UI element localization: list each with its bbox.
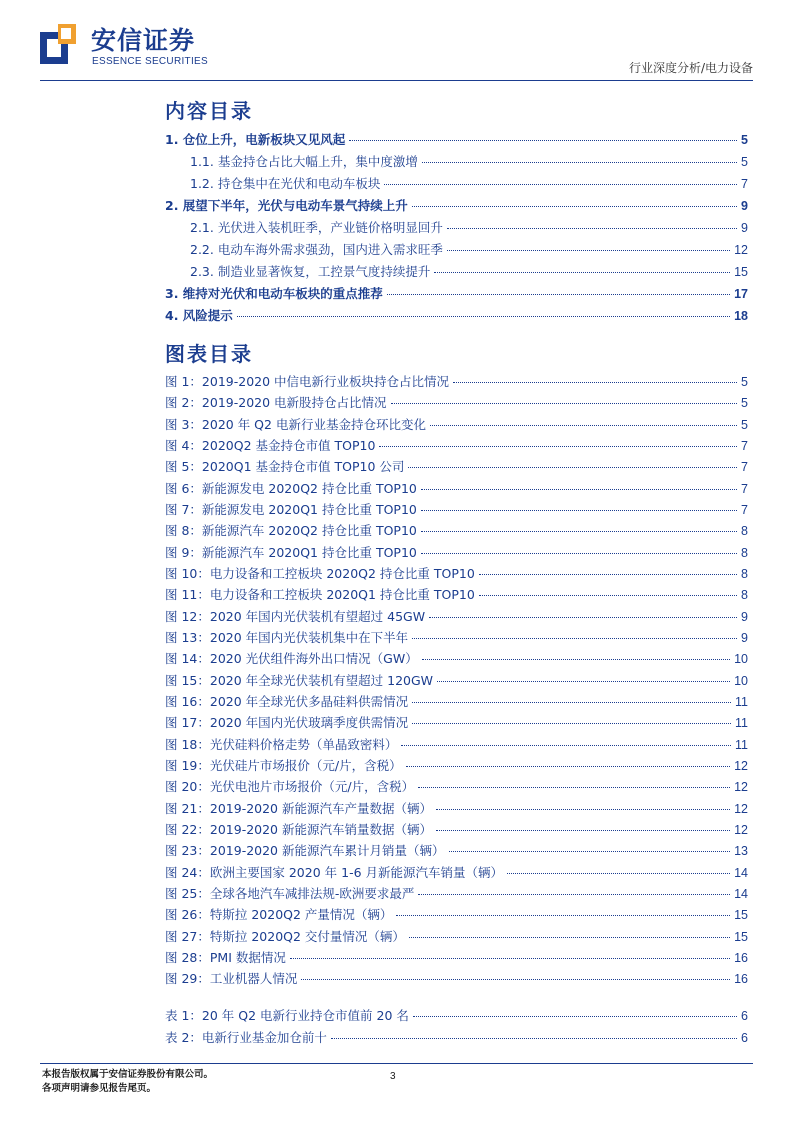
logo-english-text: ESSENCE SECURITIES xyxy=(92,56,208,67)
figure-entry-25[interactable]: 图 25：全球各地汽车减排法规-欧洲要求最严 14 xyxy=(165,885,748,901)
toc-entry-3[interactable]: 3. 维持对光伏和电动车板块的重点推荐 17 xyxy=(165,286,748,301)
figures-title: 图表目录 xyxy=(165,342,253,366)
figure-entry-24[interactable]: 图 24：欧洲主要国家 2020 年 1-6 月新能源汽车销量（辆） 14 xyxy=(165,864,748,880)
figure-entry-6[interactable]: 图 6：新能源发电 2020Q2 持仓比重 TOP10 7 xyxy=(165,480,748,496)
figure-entry-5[interactable]: 图 5：2020Q1 基金持仓市值 TOP10 公司 7 xyxy=(165,459,748,475)
figure-entry-10[interactable]: 图 10：电力设备和工控板块 2020Q2 持仓比重 TOP10 8 xyxy=(165,565,748,581)
figure-entry-21[interactable]: 图 21：2019-2020 新能源汽车产量数据（辆） 12 xyxy=(165,800,748,816)
copyright-note: 本报告版权属于安信证券股份有限公司。 xyxy=(42,1069,214,1080)
report-category: 行业深度分析/电力设备 xyxy=(628,61,753,75)
toc-entry-1-1[interactable]: 1.1. 基金持仓占比大幅上升，集中度激增 5 xyxy=(190,154,748,169)
toc-entry-2[interactable]: 2. 展望下半年，光伏与电动车景气持续上升 9 xyxy=(165,198,748,213)
figure-entry-19[interactable]: 图 19：光伏硅片市场报价（元/片，含税） 12 xyxy=(165,757,748,773)
figure-entry-16[interactable]: 图 16：2020 年全球光伏多晶硅料供需情况 11 xyxy=(165,693,748,709)
figure-entry-7[interactable]: 图 7：新能源发电 2020Q1 持仓比重 TOP10 7 xyxy=(165,501,748,517)
table-entry-1[interactable]: 表 1：20 年 Q2 电新行业持仓市值前 20 名 6 xyxy=(165,1008,748,1023)
figure-entry-12[interactable]: 图 12：2020 年国内光伏装机有望超过 45GW 9 xyxy=(165,608,748,624)
figure-entry-15[interactable]: 图 15：2020 年全球光伏装机有望超过 120GW 10 xyxy=(165,672,748,688)
toc-entry-1[interactable]: 1. 仓位上升，电新板块又见风起 5 xyxy=(165,132,748,147)
figure-entry-8[interactable]: 图 8：新能源汽车 2020Q2 持仓比重 TOP10 8 xyxy=(165,523,748,539)
figure-entry-20[interactable]: 图 20：光伏电池片市场报价（元/片，含税） 12 xyxy=(165,779,748,795)
page-number: 3 xyxy=(390,1071,396,1082)
disclaimer-note: 各项声明请参见报告尾页。 xyxy=(42,1083,157,1094)
figure-entry-26[interactable]: 图 26：特斯拉 2020Q2 产量情况（辆） 15 xyxy=(165,907,748,923)
figure-entry-13[interactable]: 图 13：2020 年国内光伏装机集中在下半年 9 xyxy=(165,629,748,645)
toc-entry-2-3[interactable]: 2.3. 制造业显著恢复，工控景气度持续提升 15 xyxy=(190,264,748,279)
figure-entry-2[interactable]: 图 2：2019-2020 电新股持仓占比情况 5 xyxy=(165,395,748,411)
logo-chinese-text: 安信证券 xyxy=(91,26,196,55)
figure-entry-18[interactable]: 图 18：光伏硅料价格走势（单晶致密料） 11 xyxy=(165,736,748,752)
figure-entry-3[interactable]: 图 3：2020 年 Q2 电新行业基金持仓环比变化 5 xyxy=(165,416,748,432)
toc-title: 内容目录 xyxy=(165,99,253,123)
toc-entry-2-1[interactable]: 2.1. 光伏进入装机旺季，产业链价格明显回升 9 xyxy=(190,220,748,235)
toc-entry-1-2[interactable]: 1.2. 持仓集中在光伏和电动车板块 7 xyxy=(190,176,748,191)
figure-entry-9[interactable]: 图 9：新能源汽车 2020Q1 持仓比重 TOP10 8 xyxy=(165,544,748,560)
figure-entry-17[interactable]: 图 17：2020 年国内光伏玻璃季度供需情况 11 xyxy=(165,715,748,731)
figure-entry-1[interactable]: 图 1：2019-2020 中信电新行业板块持仓占比情况 5 xyxy=(165,374,748,389)
company-logo-icon xyxy=(40,24,78,68)
figure-entry-4[interactable]: 图 4：2020Q2 基金持仓市值 TOP10 7 xyxy=(165,437,748,453)
figure-entry-29[interactable]: 图 29：工业机器人情况 16 xyxy=(165,971,748,987)
figure-entry-11[interactable]: 图 11：电力设备和工控板块 2020Q1 持仓比重 TOP10 8 xyxy=(165,587,748,603)
table-entry-2[interactable]: 表 2：电新行业基金加仓前十 6 xyxy=(165,1030,748,1045)
figure-entry-22[interactable]: 图 22：2019-2020 新能源汽车销量数据（辆） 12 xyxy=(165,821,748,837)
header-divider xyxy=(40,80,753,81)
figure-entry-14[interactable]: 图 14：2020 光伏组件海外出口情况（GW） 10 xyxy=(165,651,748,667)
figure-entry-23[interactable]: 图 23：2019-2020 新能源汽车累计月销量（辆） 13 xyxy=(165,843,748,859)
toc-entry-2-2[interactable]: 2.2. 电动车海外需求强劲，国内进入需求旺季 12 xyxy=(190,242,748,257)
figure-entry-27[interactable]: 图 27：特斯拉 2020Q2 交付量情况（辆） 15 xyxy=(165,928,748,944)
footer-divider xyxy=(40,1063,753,1064)
figure-entry-28[interactable]: 图 28：PMI 数据情况 16 xyxy=(165,949,748,965)
toc-entry-4[interactable]: 4. 风险提示 18 xyxy=(165,308,748,323)
